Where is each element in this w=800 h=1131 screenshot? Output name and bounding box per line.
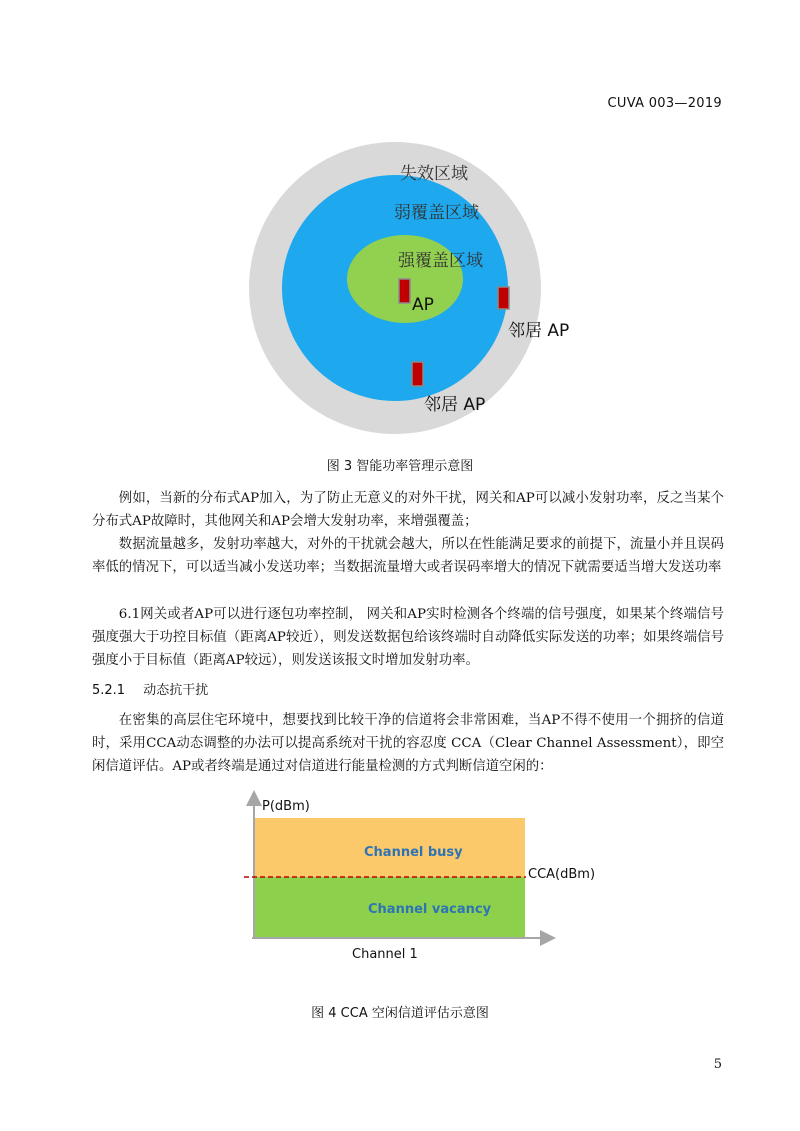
cca-threshold-label: CCA(dBm) xyxy=(528,867,596,882)
ap-label: AP xyxy=(412,295,434,315)
invalid-zone-label: 失效区域 xyxy=(400,164,468,184)
paragraph-4: 在密集的高层住宅环境中，想要找到比较干净的信道将会非常困难，当AP不得不使用一个拥挤的信道时，采用CCA动态调整的办法可以提高系统对干扰的容忍度 CCA（Clear Channel Assessment），即空闲信道评估。AP或者终端是通过对信道进行能量检测的方式判断信道空闲的： xyxy=(92,713,724,774)
page-number: 5 xyxy=(713,1057,722,1072)
channel-busy-label: Channel busy xyxy=(364,845,463,860)
channel-vacancy-label: Channel vacancy xyxy=(368,902,492,917)
x-axis-label: Channel 1 xyxy=(352,947,418,962)
body-paragraphs-1 xyxy=(92,487,724,579)
paragraph-3: 6.1网关或者AP可以进行逐包功率控制， 网关和AP实时检测各个终端的信号强度，如果某个终端信号强度强大于功控目标值（距离AP较近），则发送数据包给该终端时自动降低实际发送的功率；如果终端信号强度小于目标值（距离AP较远），则发送该报文时增加发射功率。 xyxy=(92,607,724,668)
neighbor-ap-bottom-marker xyxy=(412,362,423,386)
figure4-caption: 图 4 CCA 空闲信道评估示意图 xyxy=(311,1006,489,1021)
section-number: 5.2.1 xyxy=(92,683,126,698)
ap-marker xyxy=(399,279,410,303)
body-paragraph-3-block xyxy=(92,603,724,672)
cca-diagram xyxy=(232,792,602,972)
coverage-diagram xyxy=(240,140,570,440)
neighbor-ap-bottom-label: 邻居 AP xyxy=(424,395,486,415)
paragraph-2: 数据流量越多，发射功率越大，对外的干扰就会越大，所以在性能满足要求的前提下，流量小并且误码率低的情况下，可以适当减小发送功率；当数据流量增大或者误码率增大的情况下就需要适当增大发送功率 xyxy=(92,537,724,575)
neighbor-ap-right-marker xyxy=(498,287,509,309)
body-paragraph-4-block xyxy=(92,709,724,778)
weak-zone-label: 弱覆盖区域 xyxy=(394,203,479,223)
header-standard-id: CUVA 003—2019 xyxy=(607,96,722,111)
figure3-caption: 图 3 智能功率管理示意图 xyxy=(326,459,474,474)
section-title: 动态抗干扰 xyxy=(143,683,209,698)
y-axis-label: P(dBm) xyxy=(262,799,310,814)
neighbor-ap-right-label: 邻居 AP xyxy=(508,321,570,341)
strong-zone-label: 强覆盖区域 xyxy=(398,251,483,271)
paragraph-1: 例如，当新的分布式AP加入，为了防止无意义的对外干扰，网关和AP可以减小发射功率，反之当某个分布式AP故障时，其他网关和AP会增大发射功率，来增强覆盖； xyxy=(92,491,724,529)
section-heading xyxy=(92,679,208,698)
